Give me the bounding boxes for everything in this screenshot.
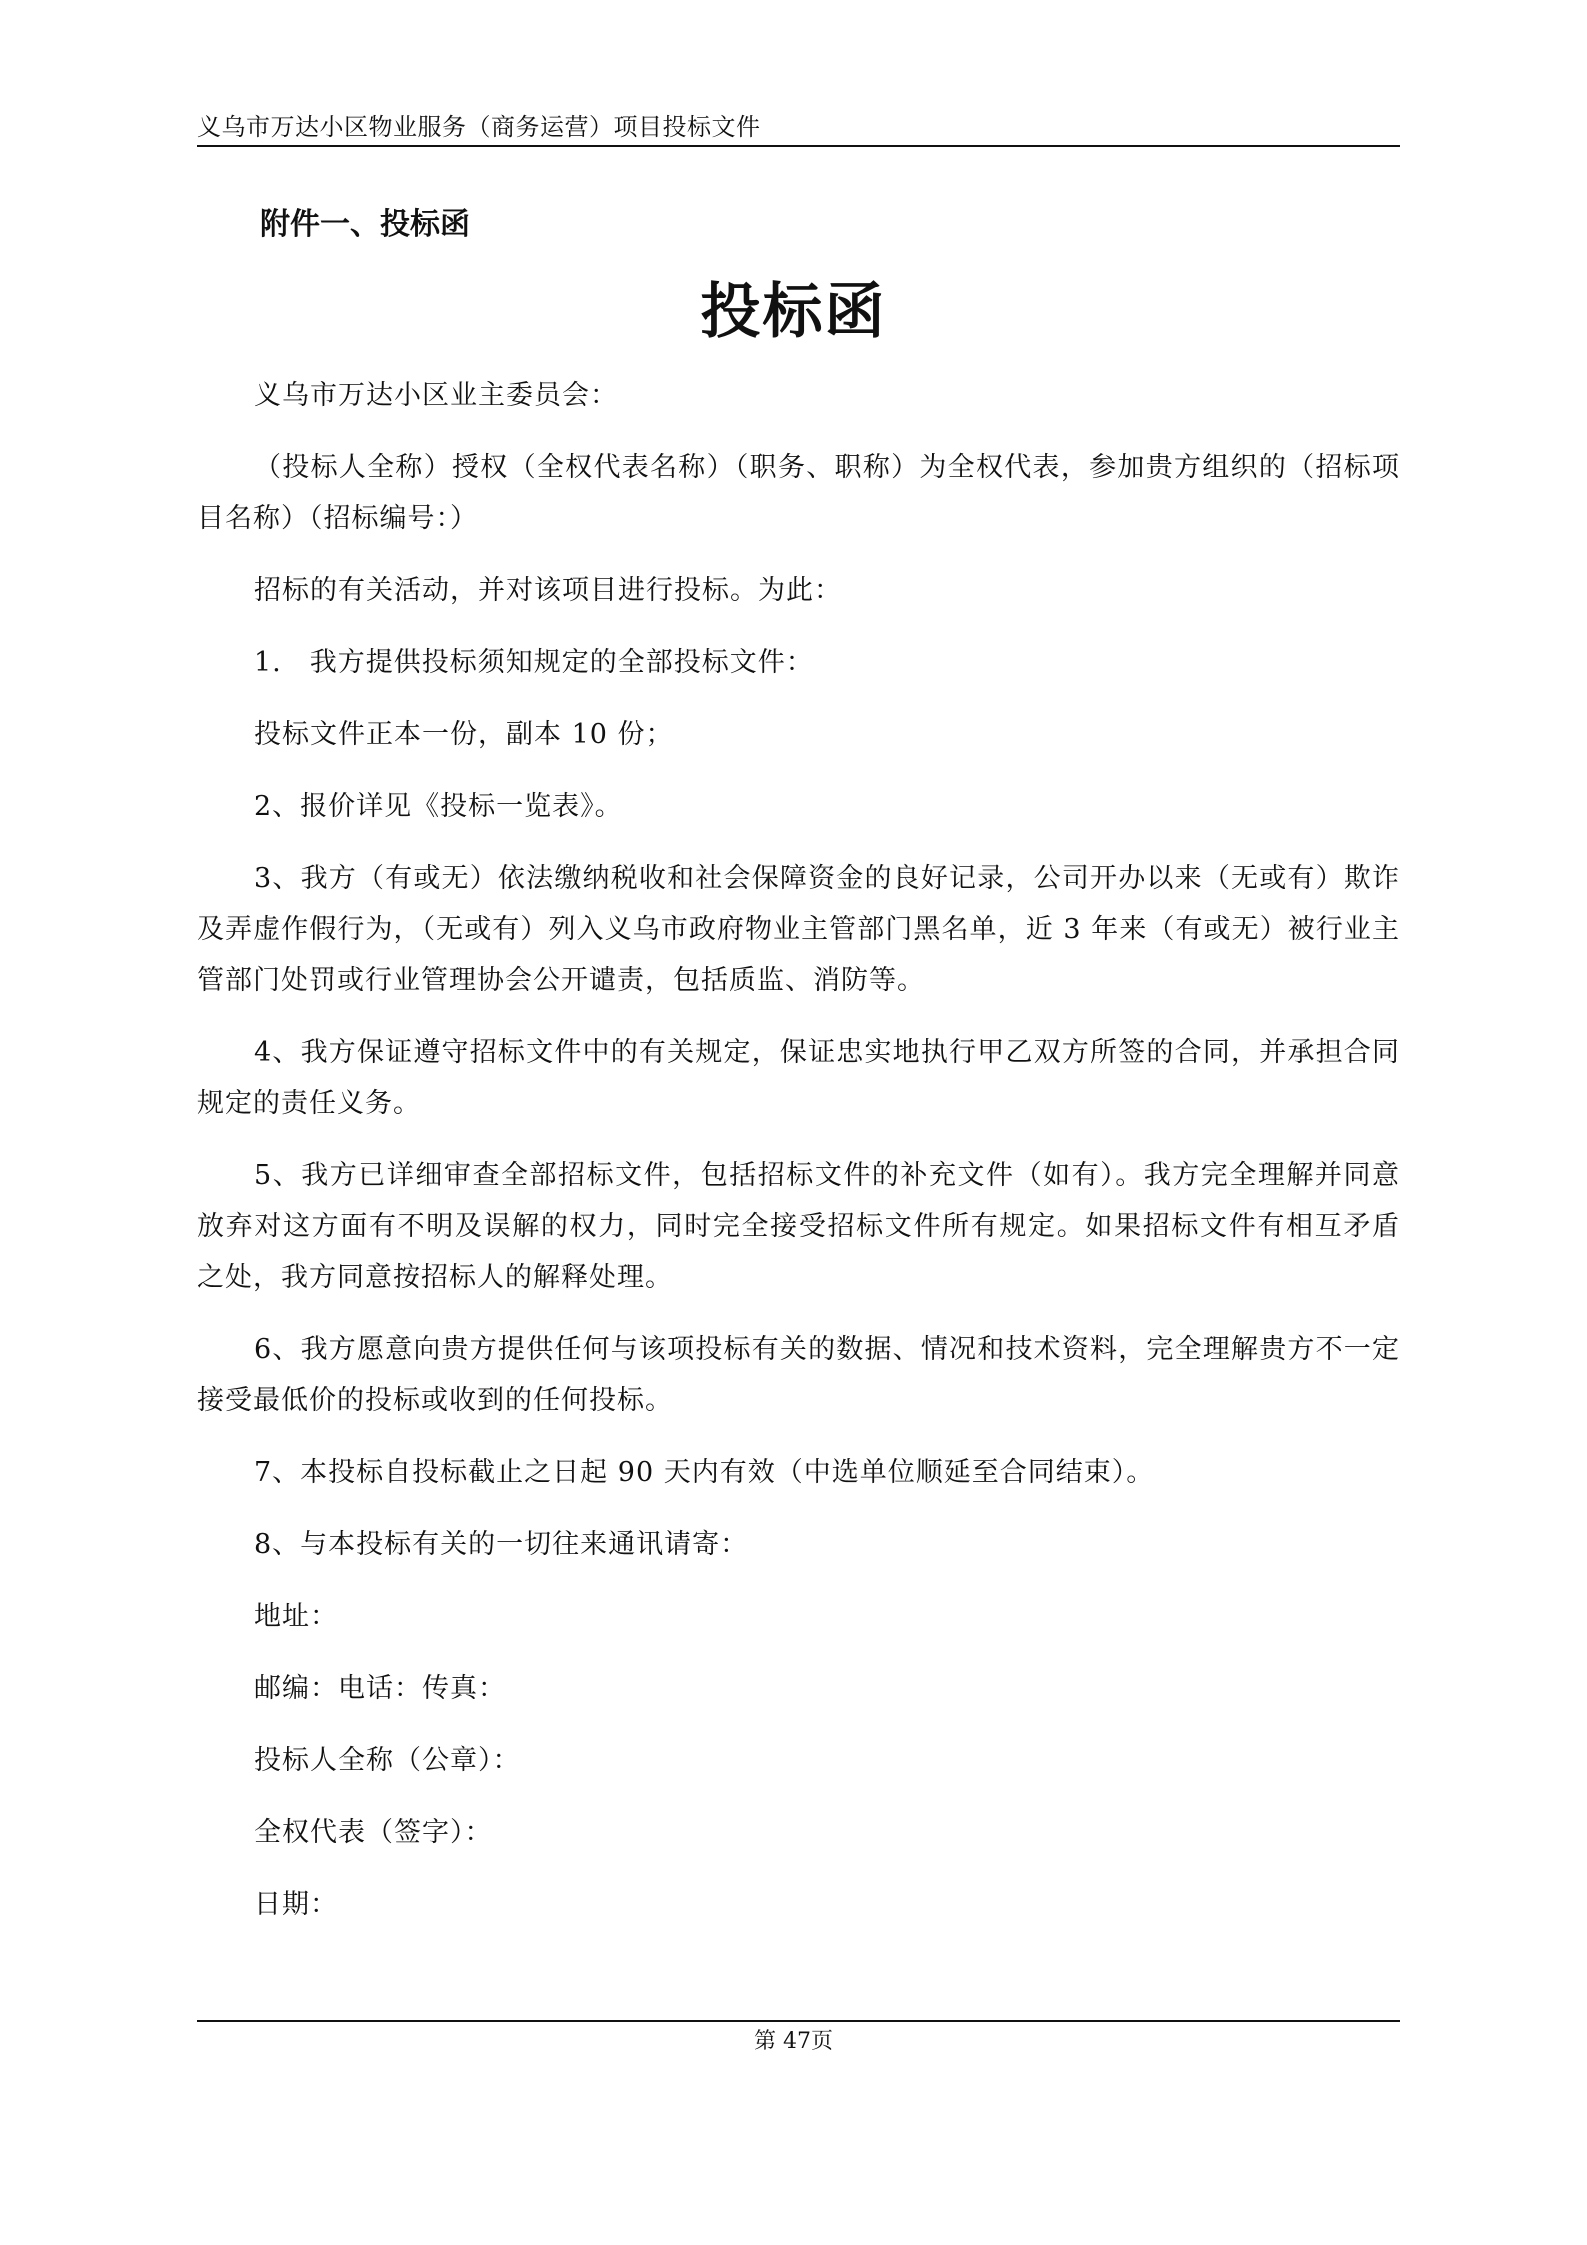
representative-signature-field: 全权代表（签字）： bbox=[254, 1817, 493, 1848]
attachment-heading: 附件一、投标函 bbox=[260, 207, 470, 242]
clause-7: 7、本投标自投标截止之日起 90 天内有效（中选单位顺延至合同结束）。 bbox=[254, 1457, 1155, 1488]
address-field: 地址： bbox=[254, 1601, 338, 1632]
footer-divider bbox=[197, 2020, 1400, 2022]
letter-body bbox=[197, 370, 1400, 1951]
clause-6: 6、我方愿意向贵方提供任何与该项投标有关的数据、情况和技术资料，完全理解贵方不一定接受最低价的投标或收到的任何投标。 bbox=[197, 1334, 1400, 1416]
bidder-seal-field: 投标人全称（公章）： bbox=[254, 1745, 521, 1776]
running-header: 义乌市万达小区物业服务（商务运营）项目投标文件 bbox=[197, 113, 761, 141]
date-field: 日期： bbox=[254, 1889, 338, 1920]
clause-5: 5、我方已详细审查全部招标文件，包括招标文件的补充文件（如有）。我方完全理解并同意放弃对这方面有不明及误解的权力，同时完全接受招标文件所有规定。如果招标文件有相互矛盾之处，我方同意按招标人的解释处理。 bbox=[197, 1160, 1400, 1293]
authorization-paragraph: （投标人全称）授权（全权代表名称）（职务、职称）为全权代表，参加贵方组织的（招标项目名称）（招标编号：） bbox=[197, 452, 1400, 534]
addressee-line: 义乌市万达小区业主委员会： bbox=[254, 380, 618, 411]
page-title: 投标函 bbox=[700, 277, 887, 347]
purpose-paragraph: 招标的有关活动，并对该项目进行投标。为此： bbox=[254, 575, 842, 606]
clause-1: 1. 我方提供投标须知规定的全部投标文件： bbox=[254, 647, 814, 678]
header-divider bbox=[197, 145, 1400, 147]
clause-3: 3、我方（有或无）依法缴纳税收和社会保障资金的良好记录，公司开办以来（无或有）欺诈及弄虚作假行为，（无或有）列入义乌市政府物业主管部门黑名单，近 3 年来（有或无）被行业主管部门处罚或行业管理协会公开谴责，包括质监、消防等。 bbox=[197, 863, 1400, 996]
clause-1-detail: 投标文件正本一份，副本 10 份； bbox=[254, 719, 674, 750]
clause-8: 8、与本投标有关的一切往来通讯请寄： bbox=[254, 1529, 749, 1560]
page-number: 第 47页 bbox=[754, 2029, 833, 2054]
contact-fields: 邮编：电话：传真： bbox=[254, 1673, 506, 1704]
clause-2: 2、报价详见《投标一览表》。 bbox=[254, 791, 623, 822]
clause-4: 4、我方保证遵守招标文件中的有关规定，保证忠实地执行甲乙双方所签的合同，并承担合同规定的责任义务。 bbox=[197, 1037, 1400, 1119]
